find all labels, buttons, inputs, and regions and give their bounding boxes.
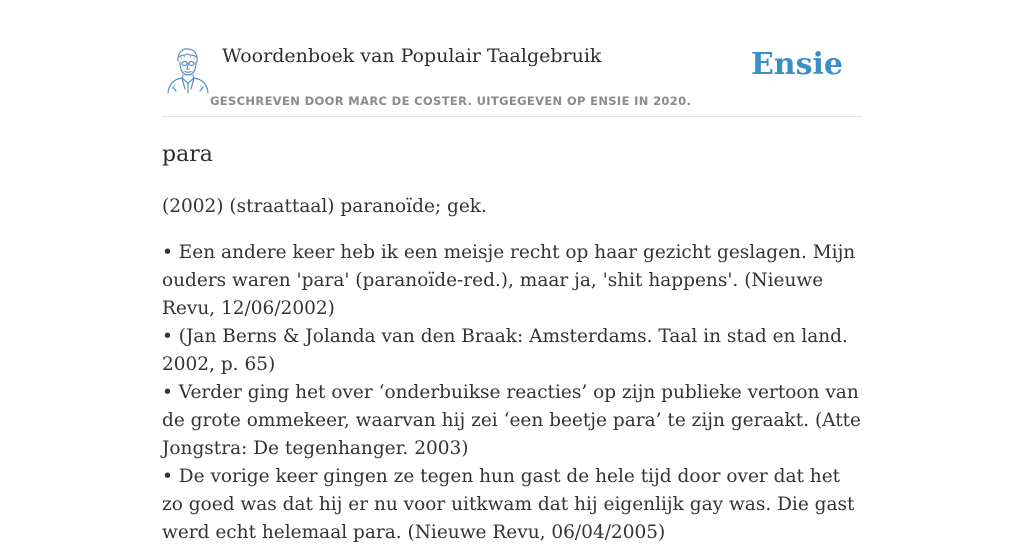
quote-item: • Verder ging het over ‘onderbuikse reacties’ op zijn publieke vertoon van de grote ommekeer, waarvan hij zei ‘een beetje para’ te zijn geraakt. (Atte Jongstra: De tegenhanger. 2003): [162, 382, 862, 459]
quote-item: • (Jan Berns & Jolanda van den Braak: Amsterdams. Taal in stad en land. 2002, p. 65): [162, 326, 848, 375]
site-header: [162, 0, 862, 117]
book-title[interactable]: Woordenboek van Populair Taalgebruik: [222, 45, 602, 67]
quote-item: • De vorige keer gingen ze tegen hun gast de hele tijd door over dat het zo goed was dat hij er nu voor uitkwam dat hij eigenlijk gay was. Die gast werd echt helemaal para. (Nieuwe Revu, 06/04/2005): [162, 466, 855, 543]
ensie-logo-link[interactable]: Ensie: [750, 47, 843, 82]
author-portrait-icon: [164, 45, 210, 95]
author-byline: GESCHREVEN DOOR MARC DE COSTER. UITGEGEVEN OP ENSIE IN 2020.: [210, 94, 692, 108]
entry-definition: (2002) (straattaal) paranoïde; gek.: [162, 196, 487, 217]
page: [162, 0, 862, 543]
quote-item: • Een andere keer heb ik een meisje recht op haar gezicht geslagen. Mijn ouders waren 'para' (paranoïde-red.), maar ja, 'shit happens'. (Nieuwe Revu, 12/06/2002): [162, 242, 856, 319]
entry-term: para: [162, 142, 213, 167]
entry-quotes: [162, 239, 862, 547]
